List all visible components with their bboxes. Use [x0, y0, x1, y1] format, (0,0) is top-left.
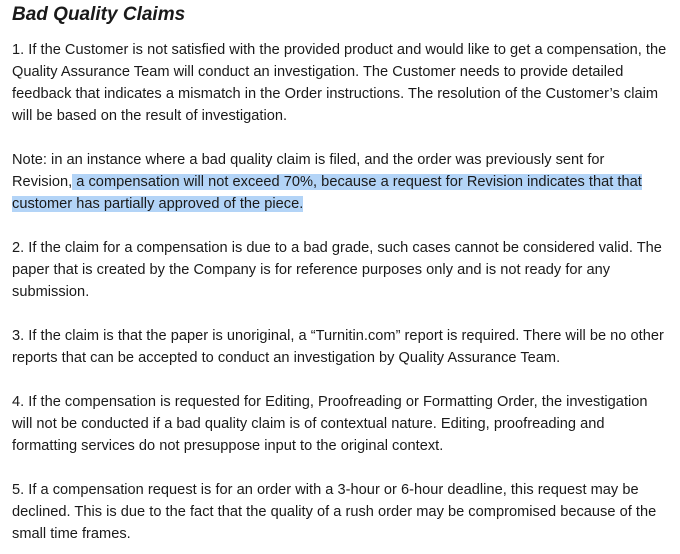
note-text: Note: in an instance where a bad quality claim is filed, and the order was previously sent for Revision, [12, 152, 605, 190]
note-paragraph [12, 149, 668, 215]
paragraph-3: 3. If the claim is that the paper is unoriginal, a “Turnitin.com” report is required. There will be no other reports that can be accepted to conduct an investigation by Quality Assurance Team. [12, 328, 664, 366]
paragraph-2: 2. If the claim for a compensation is due to a bad grade, such cases cannot be considered valid. The paper that is created by the Company is for reference purposes only and is not ready for any submission. [12, 240, 662, 300]
paragraph-4: 4. If the compensation is requested for Editing, Proofreading or Formatting Order, the investigation will not be conducted if a bad quality claim is of contextual nature. Editing, proofreading and formatting services do not presuppose input to the original context. [12, 394, 648, 454]
section-title: Bad Quality Claims [12, 4, 186, 25]
paragraph-5: 5. If a compensation request is for an order with a 3-hour or 6-hour deadline, this request may be declined. This is due to the fact that the quality of a rush order may be compromised because of the small time frames. [12, 482, 657, 542]
paragraph-1: 1. If the Customer is not satisfied with the provided product and would like to get a compensation, the Quality Assurance Team will conduct an investigation. The Customer needs to provide detailed feedback that indicates a mismatch in the Order instructions. The resolution of the Customer’s claim will be based on the result of investigation. [12, 42, 667, 124]
selected-text-highlight[interactable]: a compensation will not exceed 70%, because a request for Revision indicates that that customer has partially approved of the piece. [12, 174, 642, 212]
